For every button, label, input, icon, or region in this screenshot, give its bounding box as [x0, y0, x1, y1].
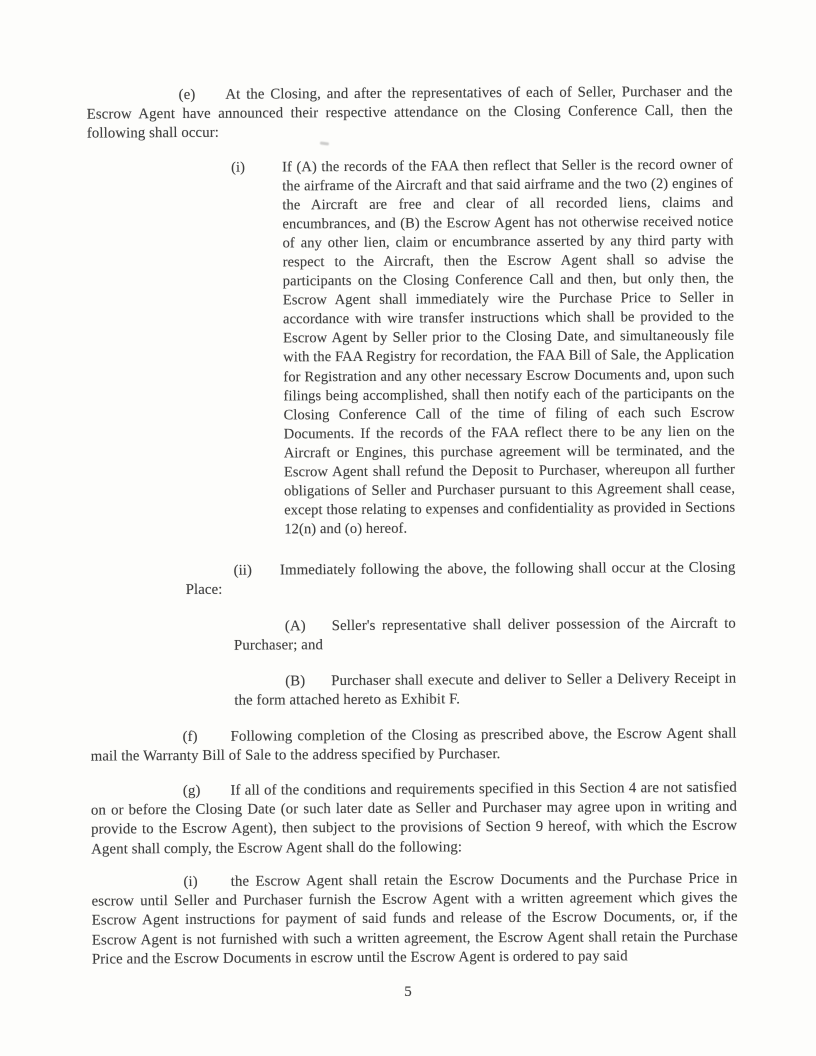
paragraph-g-clause-i [91, 870, 738, 970]
subclause-b [234, 670, 736, 711]
clause-ii-text: Immediately following the above, the following shall occur at the Closing Place: [185, 559, 736, 599]
paragraph-e [87, 83, 733, 145]
paragraph-f-text: Following completion of the Closing as prescribed above, the Escrow Agent shall mail the Warranty Bill of Sale to the address specified by Purchaser. [90, 725, 737, 765]
subclause-b-text: Purchaser shall execute and deliver to Seller a Delivery Receipt in the form attached hereto as Exhibit F. [234, 670, 737, 709]
clause-ii [185, 559, 735, 601]
paragraph-e-text: At the Closing, and after the representatives of each of Seller, Purchaser and the Escrow Agent have announced their respective attendance on the Closing Conference Call, then the following shall occur: [86, 83, 733, 142]
clause-i-label: (i) [231, 159, 246, 176]
paragraph-g-label: (g) [182, 782, 201, 800]
paragraph-e-label: (e) [178, 86, 196, 104]
page-number: 5 [404, 984, 412, 1000]
subclause-a-text: Seller's representative shall deliver possession of the Aircraft to Purchaser; and [233, 615, 736, 654]
tab-spacer [305, 684, 331, 685]
tab-spacer [200, 794, 230, 795]
subclause-a-label: (A) [284, 618, 306, 635]
tab-spacer [198, 740, 231, 741]
paragraph-g [91, 779, 737, 860]
tab-spacer [198, 885, 231, 886]
subclause-a [234, 615, 736, 656]
page-content [86, 0, 738, 1056]
tab-spacer [195, 98, 225, 99]
paragraph-g-clause-i-text: the Escrow Agent shall retain the Escrow Documents and the Purchase Price in escrow until Seller and Purchaser furnish the Escrow Agent with a written agreement which gives the Escrow Agent instructions for payment of said funds and release of the Escrow Documents, or, if the Escrow Agent is not furnished with such a written agreement, the Escrow Agent shall retain the Purchase Price and the Escrow Documents in escrow until the Escrow Agent is ordered to pay said [91, 870, 738, 968]
tab-spacer [252, 573, 280, 574]
paragraph-g-text: If all of the conditions and requirements specified in this Section 4 are not satisfied on or before the Closing Date (or such later date as Seller and Purchaser may agree upon in writing and provide to the Escrow Agent), then subject to the provisions of Section 9 hereof, with which the Escrow Agent shall comply, the Escrow Agent shall do the following: [90, 779, 738, 858]
paragraph-g-clause-i-label: (i) [183, 873, 198, 891]
subclause-b-label: (B) [285, 673, 306, 690]
clause-i-text: If (A) the records of the FAA then reflect that Seller is the record owner of the airframe of the Aircraft and that said airframe and the two (2) engines of the Aircraft are free and clear of all recorded liens, claims and encumbrances, and (B) the Escrow Agent has not otherwise received notice of any other lien, claim or encumbrance asserted by any third party with respect to the Aircraft, then the Escrow Agent shall so advise the participants on the Closing Conference Call and then, but only then, the Escrow Agent shall immediately wire the Purchase Price to Seller in accordance with wire transfer instructions which shall be provided to the Escrow Agent by Seller prior to the Closing Date, and simultaneously file with the FAA Registry for recordation, the FAA Bill of Sale, the Application for Registration and any other necessary Escrow Documents and, upon such filings being accomplished, shall then notify each of the participants on the Closing Conference Call of the time of filing of each such Escrow Documents. If the records of the FAA reflect there to be any lien on the Aircraft or Engines, this purchase agreement will be terminated, and the Escrow Agent shall refund the Deposit to Purchaser, whereupon all further obligations of Seller and Purchaser pursuant to this Agreement shall cease, except those relating to expenses and confidentiality as provided in Sections 12(n) and (o) hereof. [282, 156, 736, 538]
clause-i [231, 156, 736, 540]
tab-spacer [306, 629, 332, 630]
clause-ii-label: (ii) [233, 562, 253, 579]
paragraph-f [91, 725, 737, 767]
paragraph-f-label: (f) [182, 728, 198, 746]
